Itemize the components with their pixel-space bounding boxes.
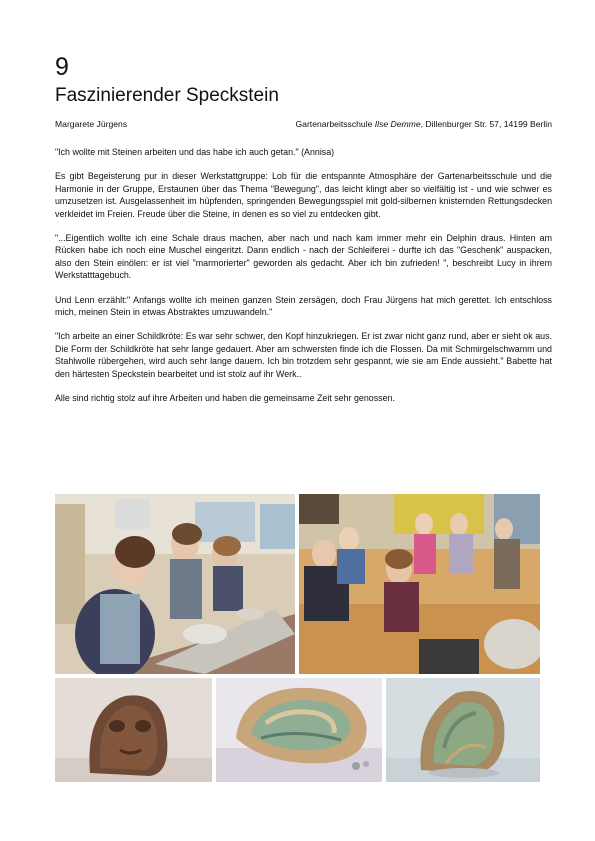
photo-stone-shell-image [386, 678, 540, 782]
paragraph-intro: Es gibt Begeisterung pur in dieser Werkstattgruppe: Lob für die entspannte Atmosphäre der Gartenarbeitsschule und die Harmonie in der Gruppe, Erstaunen über das Thema "Bewegung", das leicht klingt aber so vielfältig ist - und wie schwer es umzusetzen ist. Ausgelassenheit im hüpfenden, springenden Bewegungsspiel mit gold-silbernen knisternden Rettungsdecken verkleidet im Freien. Freude über die Steine, in denen es so viel zu entdecken gibt. [55, 171, 552, 219]
photo-group-circle [299, 494, 540, 674]
lead-quote: "Ich wollte mit Steinen arbeiten und das habe ich auch getan." (Annisa) [55, 147, 335, 157]
institution-address: , Dillenburger Str. 57, 14199 Berlin [420, 119, 552, 129]
photo-group-circle-image [299, 494, 540, 674]
photo-stone-marbled-image [216, 678, 382, 782]
photo-workshop-carving [55, 494, 295, 674]
institution-prefix: Gartenarbeitsschule [295, 119, 375, 129]
chapter-number: 9 [55, 53, 69, 81]
paragraph-lucy: "...Eigentlich wollte ich eine Schale draus machen, aber nach und nach kam immer mehr ein Delphin draus. Hinten am Rücken habe ich noch eine Muschel eingeritzt. Dann endlich - nach der Schleiferei - durfte ich das "Geschenk" auspacken, also den Stein einölen: er ist viel "marmorierter" geworden als gedacht. Aber ich bin zufrieden! ", beschreibt Lucy in ihrem Werkstatttagebuch. [55, 233, 552, 281]
photo-stone-figure-image [55, 678, 212, 782]
photo-stone-figure [55, 678, 212, 782]
author-name: Margarete Jürgens [55, 119, 128, 129]
photo-stone-shell [386, 678, 540, 782]
byline [55, 118, 552, 130]
institution [295, 118, 552, 130]
photo-stone-marbled [216, 678, 382, 782]
paragraph-lenn: Und Lenn erzählt:" Anfangs wollte ich meinen ganzen Stein zersägen, doch Frau Jürgens hat mich gerettet. Ich entschloss mich, meinen Stein in etwas Abstraktes umzuwandeln." [55, 294, 552, 318]
photo-collage [55, 494, 540, 784]
photo-workshop-carving-image [55, 494, 295, 674]
article-title: Faszinierender Speckstein [55, 85, 279, 106]
paragraph-closing: Alle sind richtig stolz auf ihre Arbeiten und haben die gemeinsame Zeit sehr genossen. [55, 393, 395, 404]
institution-name: Ilse Demme [374, 119, 421, 129]
article [55, 52, 552, 405]
paragraph-babette: "Ich arbeite an einer Schildkröte: Es war sehr schwer, den Kopf hinzukriegen. Er ist zwar nicht ganz rund, aber er sieht ok aus. Die Form der Schildkröte hat sehr lange gedauert. Aber am schwersten finde ich die Flossen. Da mit Schmirgelschwamm und Stahlwolle rübergehen, wird auch sehr lange dauern. Ich bin trotzdem sehr gespannt, wie sie am Ende aussieht." Babette hat den härtesten Speckstein bearbeitet und ist stolz auf ihr Werk.. [55, 331, 552, 379]
